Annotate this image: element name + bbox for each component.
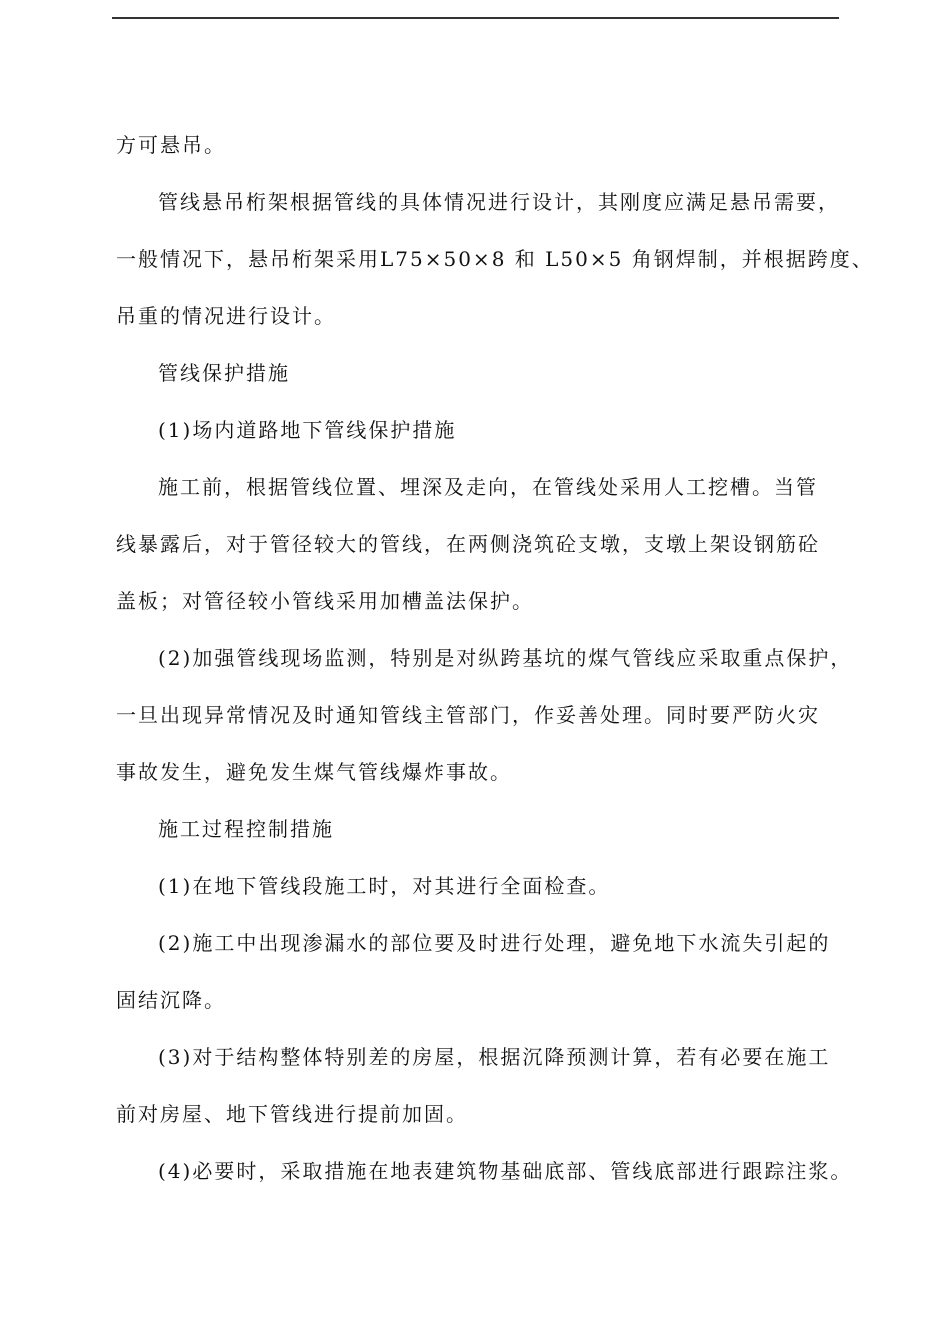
subsection-heading: (1)场内道路地下管线保护措施 [158,418,457,442]
text-line: 吊重的情况进行设计。 [116,304,336,328]
paragraph-first-line: 施工前，根据管线位置、埋深及走向，在管线处采用人工挖槽。当管 [158,475,818,499]
text-line: 一般情况下，悬吊桁架采用L75×50×8 和 L50×5 角钢焊制，并根据跨度、 [116,247,874,271]
paragraph-first-line: (2)施工中出现渗漏水的部位要及时进行处理，避免地下水流失引起的 [158,931,831,955]
text-line: 事故发生，避免发生煤气管线爆炸事故。 [116,760,512,784]
text-line: 线暴露后，对于管径较大的管线，在两侧浇筑砼支墩，支墩上架设钢筋砼 [116,532,820,556]
text-line: 方可悬吊。 [116,133,226,157]
section-heading: 管线保护措施 [158,361,290,385]
text-line: 固结沉降。 [116,988,226,1012]
header-rule [112,17,839,19]
paragraph-first-line: (3)对于结构整体特别差的房屋，根据沉降预测计算，若有必要在施工 [158,1045,831,1069]
text-line: 一旦出现异常情况及时通知管线主管部门，作妥善处理。同时要严防火灾 [116,703,820,727]
text-line: 前对房屋、地下管线进行提前加固。 [116,1102,468,1126]
section-heading: 施工过程控制措施 [158,817,334,841]
paragraph-first-line: (4)必要时，采取措施在地表建筑物基础底部、管线底部进行跟踪注浆。 [158,1159,853,1183]
paragraph-first-line: (2)加强管线现场监测，特别是对纵跨基坑的煤气管线应采取重点保护， [158,646,853,670]
paragraph-first-line: 管线悬吊桁架根据管线的具体情况进行设计，其刚度应满足悬吊需要， [158,190,840,214]
text-line: 盖板；对管径较小管线采用加槽盖法保护。 [116,589,534,613]
paragraph-first-line: (1)在地下管线段施工时，对其进行全面检查。 [158,874,611,898]
